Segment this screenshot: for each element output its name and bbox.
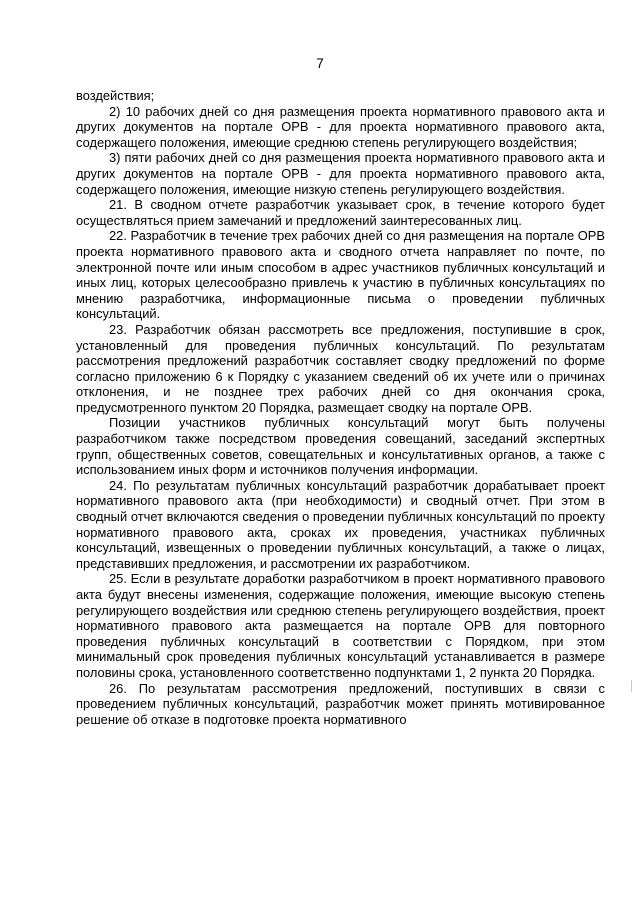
paragraph-item-3: 3) пяти рабочих дней со дня размещения проекта нормативного правового акта и других документов на портале ОРВ - для проекта нормативного правового акта, содержащего положения, имеющие низкую степень регулирующего воздействия. [76, 150, 605, 197]
paragraph-26: 26. По результатам рассмотрения предложений, поступивших в связи с проведением публичных консультаций, разработчик может принять мотивированное решение об отказе в подготовке проекта нормативного [76, 680, 605, 727]
paragraph-24: 24. По результатам публичных консультаций разработчик дорабатывает проект нормативного правового акта (при необходимости) и сводный отчет. При этом в сводный отчет включаются сведения о проведении публичных консультаций по проекту нормативного правового акта, сроках их проведения, участниках публичных консультаций, извещенных о проведении публичных консультаций, а также о лицах, представивших предложения, и рассмотрении их разработчиком. [76, 477, 605, 571]
paragraph-continuation: воздействия; [76, 88, 155, 103]
paragraph-25: 25. Если в результате доработки разработчиком в проект нормативного правового акта будут внесены изменения, содержащие положения, имеющие высокую степень регулирующего воздействия или среднюю степень регулирующего воздействия, проект нормативного правового акта размещается на портале ОРВ для повторного проведения публичных консультаций в соответствии с Порядком, при этом минимальный срок проведения публичных консультаций устанавливается в размере половины срока, установленного соответственно подпунктами 1, 2 пункта 20 Порядка. [76, 571, 605, 680]
paragraph-positions: Позиции участников публичных консультаций могут быть получены разработчиком также посредством проведения совещаний, заседаний экспертных групп, общественных советов, совещательных и консультативных органов, а также с использованием иных форм и источников получения информации. [76, 415, 605, 478]
paragraph-23: 23. Разработчик обязан рассмотреть все предложения, поступившие в срок, установленный для проведения публичных консультаций. По результатам рассмотрения предложений разработчик составляет сводку предложений по форме согласно приложению 6 к Порядку с указанием сведений об их учете или о причинах отклонения, и не позднее трех рабочих дней со дня окончания срока, предусмотренного пунктом 20 Порядка, размещает сводку на портале ОРВ. [76, 321, 605, 415]
paragraph-item-2: 2) 10 рабочих дней со дня размещения проекта нормативного правового акта и других документов на портале ОРВ - для проекта нормативного правового акта, содержащего положения, имеющие среднюю степень регулирующего воздействия; [76, 103, 605, 150]
document-body [76, 88, 605, 727]
paragraph-21: 21. В сводном отчете разработчик указывает срок, в течение которого будет осуществляться прием замечаний и предложений заинтересованных лиц. [76, 197, 605, 228]
paragraph-22: 22. Разработчик в течение трех рабочих дней со дня размещения на портале ОРВ проекта нормативного правового акта и сводного отчета направляет по почте, по электронной почте или иным способом в адрес участников публичных консультаций и иных лиц, которых целесообразно привлечь к участию в публичных консультациях по мнению разработчика, информационные письма о проведении публичных консультаций. [76, 228, 605, 322]
page-number: 7 [316, 56, 324, 71]
scan-edge-mark [631, 680, 632, 692]
